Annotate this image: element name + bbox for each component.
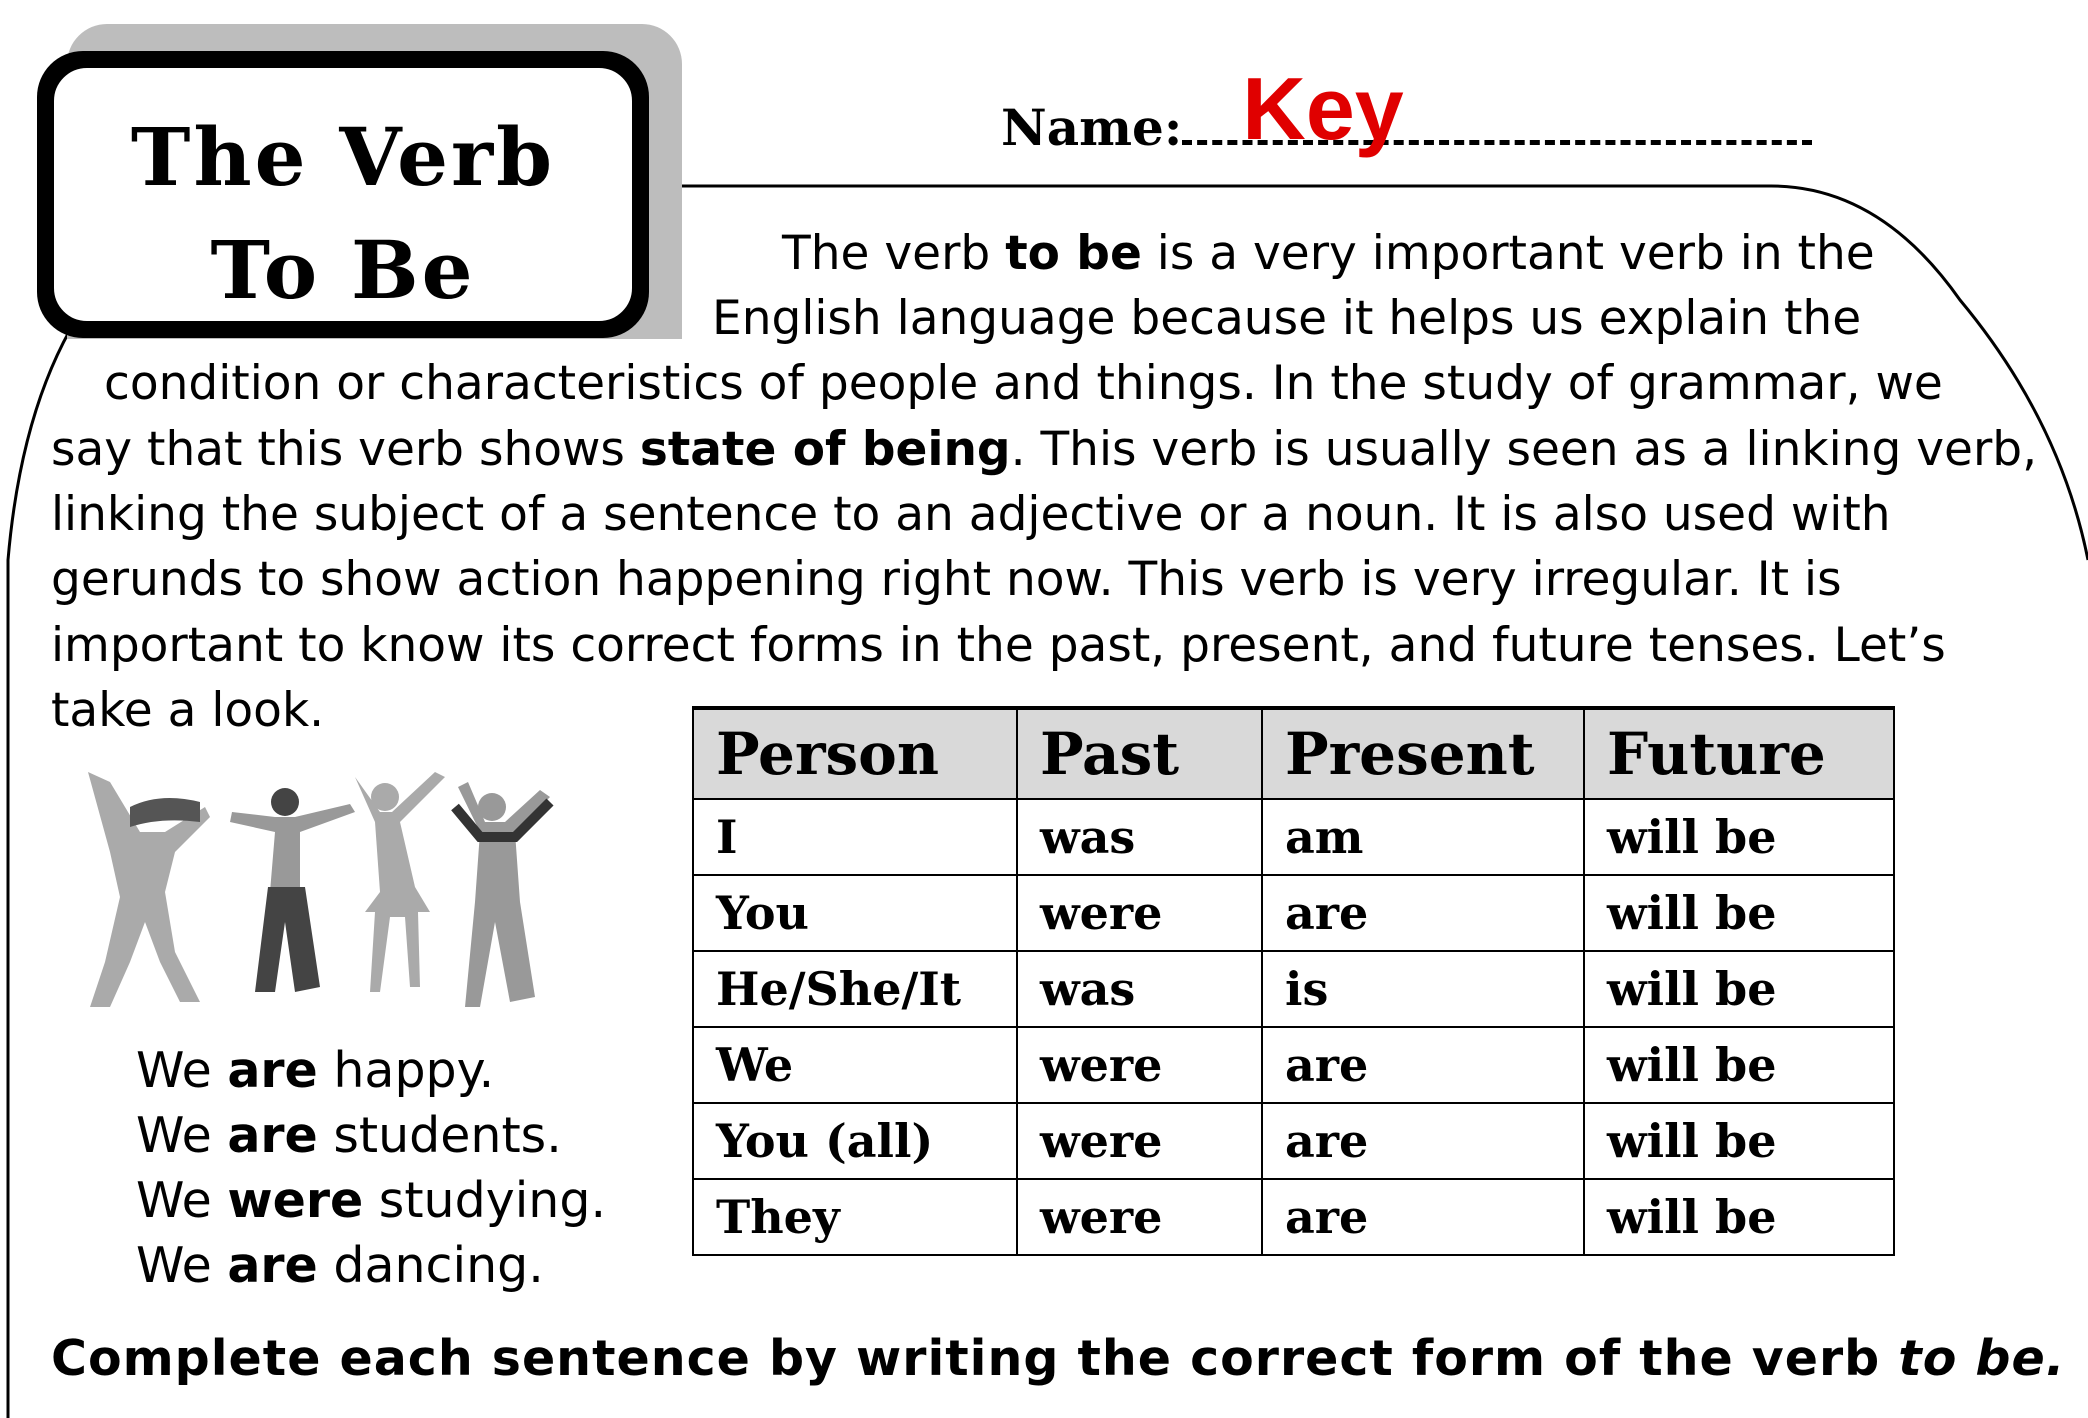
- example-sentence: [136, 1237, 544, 1294]
- table-cell: I: [693, 799, 1017, 875]
- verb-form: are: [227, 1107, 318, 1164]
- table-cell: are: [1262, 1179, 1584, 1255]
- table-cell: are: [1262, 1103, 1584, 1179]
- name-line[interactable]: [1182, 59, 1812, 158]
- table-cell: You: [693, 875, 1017, 951]
- table-cell: was: [1017, 951, 1262, 1027]
- title-line-2: To Be: [210, 223, 476, 317]
- intro-line: [51, 552, 1842, 607]
- intro-line: [782, 226, 1875, 281]
- title-box: [37, 51, 649, 338]
- text: We: [136, 1172, 228, 1229]
- instruction-text: Complete each sentence by writing the correct form of the verb: [51, 1330, 1899, 1387]
- text: We: [136, 1042, 228, 1099]
- text: take a look.: [51, 683, 325, 738]
- table-cell: is: [1262, 951, 1584, 1027]
- table-cell: They: [693, 1179, 1017, 1255]
- header-past: Past: [1017, 708, 1262, 799]
- table-row: [693, 1027, 1894, 1103]
- table-cell: were: [1017, 1027, 1262, 1103]
- bold-term: to be: [1005, 226, 1142, 281]
- table-cell: will be: [1584, 951, 1894, 1027]
- table-row: [693, 1103, 1894, 1179]
- dancing-people-illustration: [80, 762, 640, 1017]
- verb-form: are: [227, 1042, 318, 1099]
- header-future: Future: [1584, 708, 1894, 799]
- table-cell: are: [1262, 1027, 1584, 1103]
- text: condition or characteristics of people and things. In the study of grammar, we: [104, 356, 1943, 411]
- text: is a very important verb in the: [1141, 226, 1875, 281]
- table-cell: will be: [1584, 1027, 1894, 1103]
- table-cell: You (all): [693, 1103, 1017, 1179]
- header-person: Person: [693, 708, 1017, 799]
- name-field[interactable]: [1001, 59, 1812, 158]
- table-row: [693, 951, 1894, 1027]
- intro-line: [51, 683, 325, 738]
- text: English language because it helps us explain the: [712, 291, 1862, 346]
- table-cell: were: [1017, 875, 1262, 951]
- table-cell: We: [693, 1027, 1017, 1103]
- text: The verb: [782, 226, 1006, 281]
- table-cell: were: [1017, 1179, 1262, 1255]
- bold-term: state of being: [639, 422, 1011, 477]
- table-cell: will be: [1584, 1103, 1894, 1179]
- name-label: Name:: [1001, 98, 1183, 157]
- verb-forms-table: [692, 706, 1895, 1256]
- text: important to know its correct forms in the past, present, and future tenses. Let’s: [51, 618, 1946, 673]
- table-cell: will be: [1584, 1179, 1894, 1255]
- text: . This verb is usually seen as a linking verb,: [1010, 422, 2038, 477]
- table-cell: was: [1017, 799, 1262, 875]
- intro-line: [712, 291, 1862, 346]
- text: studying.: [363, 1172, 607, 1229]
- intro-line: [51, 618, 1946, 673]
- text: linking the subject of a sentence to an adjective or a noun. It is also used with: [51, 487, 1891, 542]
- instruction-italic: to be.: [1898, 1330, 2066, 1387]
- header-present: Present: [1262, 708, 1584, 799]
- intro-line: [104, 356, 1943, 411]
- verb-form: were: [227, 1172, 364, 1229]
- text: We: [136, 1237, 228, 1294]
- table-row: [693, 875, 1894, 951]
- text: We: [136, 1107, 228, 1164]
- text: gerunds to show action happening right now. This verb is very irregular. It is: [51, 552, 1842, 607]
- table-row: [693, 1179, 1894, 1255]
- text: dancing.: [317, 1237, 544, 1294]
- text: say that this verb shows: [51, 422, 640, 477]
- name-value: Key: [1242, 59, 1404, 158]
- instruction: [51, 1330, 2065, 1387]
- intro-line: [51, 487, 1891, 542]
- table-cell: am: [1262, 799, 1584, 875]
- example-sentence: [136, 1042, 494, 1099]
- example-sentence: [136, 1172, 606, 1229]
- text: happy.: [317, 1042, 495, 1099]
- table-cell: are: [1262, 875, 1584, 951]
- table-cell: will be: [1584, 875, 1894, 951]
- table-row: [693, 799, 1894, 875]
- table-cell: will be: [1584, 799, 1894, 875]
- table-header-row: [693, 708, 1894, 799]
- example-sentence: [136, 1107, 562, 1164]
- table-cell: He/She/It: [693, 951, 1017, 1027]
- intro-line: [51, 422, 2038, 477]
- table-cell: were: [1017, 1103, 1262, 1179]
- text: students.: [317, 1107, 562, 1164]
- title-line-1: The Verb: [130, 110, 556, 204]
- verb-form: are: [227, 1237, 318, 1294]
